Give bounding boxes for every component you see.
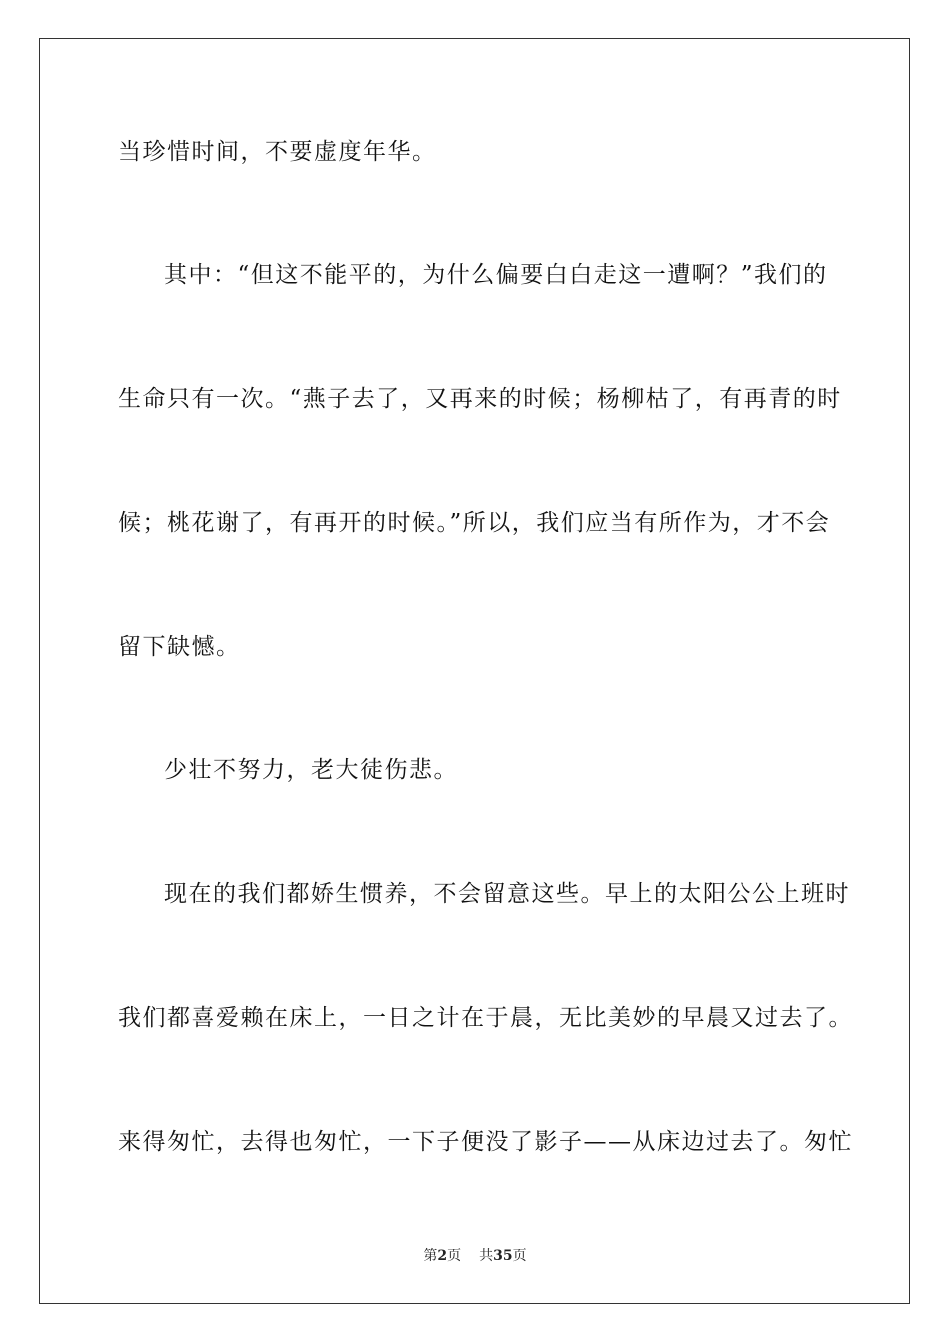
text-line-9: 来得匆忙，去得也匆忙，一下子便没了影子——从床边过去了。匆忙: [118, 1129, 853, 1155]
page-suffix: 页: [447, 1248, 462, 1264]
total-pages: 35: [493, 1248, 513, 1264]
text-line-7: 现在的我们都娇生惯养，不会留意这些。早上的太阳公公上班时: [164, 881, 850, 907]
text-line-2: 其中：“但这不能平的，为什么偏要白白走这一遭啊？”我们的: [164, 262, 828, 288]
text-line-1: 当珍惜时间，不要虚度年华。: [118, 139, 437, 165]
total-prefix: 共: [479, 1248, 494, 1264]
text-line-4: 候；桃花谢了，有再开的时候。”所以，我们应当有所作为，才不会: [118, 510, 831, 536]
page-frame: [39, 38, 910, 1304]
page-footer: [0, 1246, 950, 1266]
text-line-6: 少壮不努力，老大徒伤悲。: [164, 757, 458, 783]
page-prefix: 第: [423, 1248, 438, 1264]
page-number: 2: [437, 1248, 448, 1264]
text-line-5: 留下缺憾。: [118, 634, 241, 660]
text-line-3: 生命只有一次。“燕子去了，又再来的时候；杨柳枯了，有再青的时: [118, 386, 842, 412]
total-suffix: 页: [512, 1248, 527, 1264]
text-line-8: 我们都喜爱赖在床上，一日之计在于晨，无比美妙的早晨又过去了。: [118, 1005, 853, 1031]
